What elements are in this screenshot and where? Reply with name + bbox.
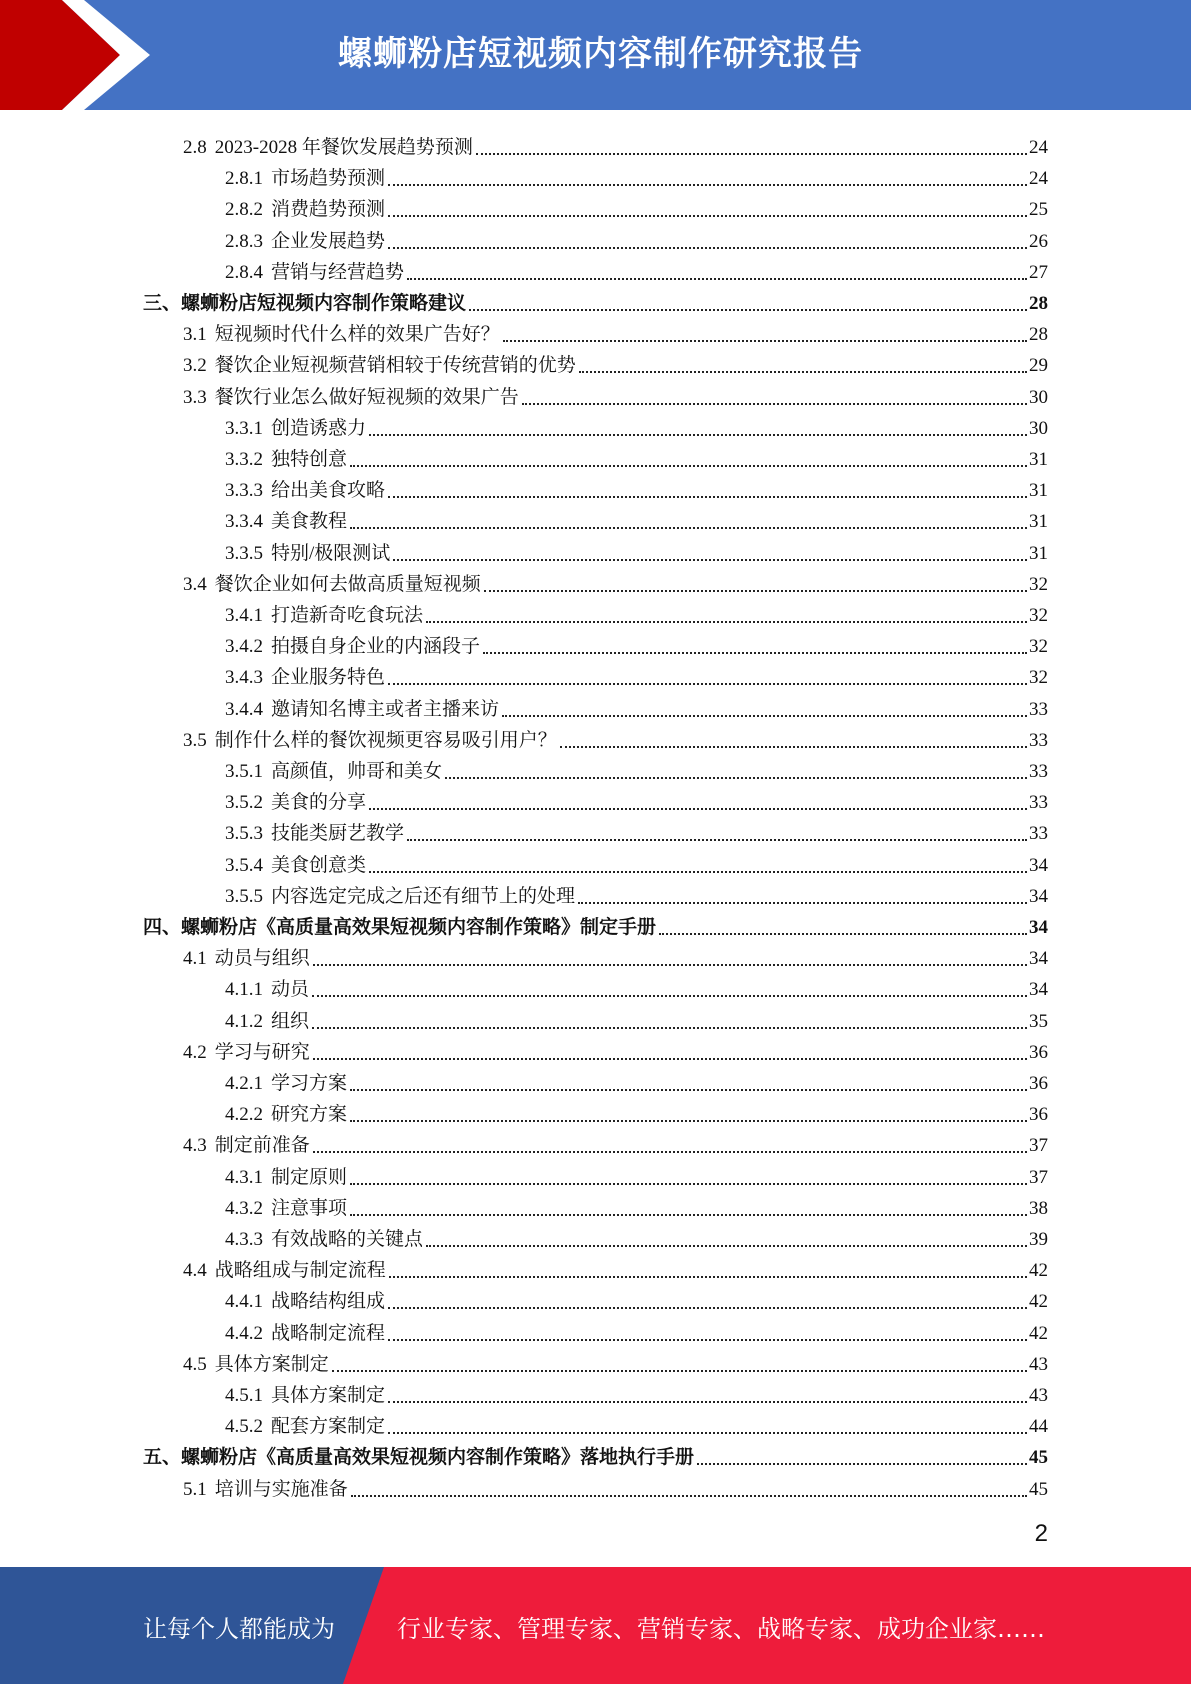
toc-entry[interactable] [225,471,1048,502]
toc-dot-leader [350,465,1027,467]
toc-entry-label [225,667,385,689]
toc-entry-title: 2023-2028 年餐饮发展趋势预测 [214,137,473,158]
toc-entry[interactable] [225,1158,1048,1189]
page-number: 2 [1034,1520,1048,1547]
toc-entry-title: 打造新奇吃食玩法 [271,605,424,626]
toc-entry-label [225,543,390,565]
toc-dot-leader [350,1183,1027,1185]
toc-entry-label [225,449,347,471]
toc-entry-page: 30 [1029,417,1048,439]
toc-entry-number: 3.1 [183,324,207,346]
toc-entry-label [183,137,473,159]
toc-entry-page: 33 [1029,729,1048,751]
toc-entry-page: 28 [1029,324,1048,346]
toc-entry-label [225,1167,347,1189]
toc-entry[interactable] [183,378,1048,409]
toc-entry-page: 32 [1029,605,1048,626]
toc-entry-title: 美食的分享 [271,792,367,814]
toc-dot-leader [578,902,1027,904]
toc-entry-number: 4.2.2 [225,1104,263,1126]
toc-dot-leader [388,215,1027,217]
toc-entry-title: 特别/极限测试 [271,542,391,564]
toc-entry-page: 24 [1029,137,1048,158]
toc-entry-page: 33 [1029,761,1048,782]
toc-entry-number: 3.4.4 [225,698,263,720]
toc-dot-leader [426,621,1027,623]
toc-entry-title: 创造诱惑力 [271,417,367,439]
toc-entry-title: 战略结构组成 [271,1291,386,1313]
toc-entry-number: 2.8.3 [225,230,263,252]
toc-entry[interactable] [225,190,1048,221]
toc-entry-number: 3.3.3 [225,480,263,502]
toc-entry-title: 有效战略的关键点 [271,1229,424,1250]
toc-dot-leader [313,1151,1027,1153]
toc-entry-title: 配套方案制定 [271,1416,386,1438]
toc-entry-number: 3.2 [183,355,207,377]
toc-entry[interactable] [225,814,1048,845]
toc-entry-title: 战略组成与制定流程 [214,1260,386,1282]
toc-entry[interactable] [225,658,1048,689]
toc-entry-title: 具体方案制定 [271,1385,386,1406]
toc-entry-number: 2.8.4 [225,261,263,283]
toc-entry-label [183,1354,329,1376]
toc-entry-number: 4.2 [183,1041,207,1063]
toc-entry[interactable] [225,502,1048,533]
toc-dot-leader [388,496,1027,498]
toc-chapter-entry[interactable] [143,1438,1048,1469]
toc-entry-number: 3.3.1 [225,417,263,439]
toc-chapter-entry[interactable] [143,284,1048,315]
toc-entry[interactable] [183,1126,1048,1157]
toc-dot-leader [388,247,1027,249]
toc-entry-number: 3.4 [183,573,207,595]
toc-entry-label [183,948,310,970]
toc-entry-page: 34 [1029,854,1048,876]
toc-entry-page: 43 [1029,1385,1048,1406]
toc-entry-label [225,511,347,533]
toc-dot-leader [659,933,1027,935]
toc-entry-label [143,293,466,315]
toc-entry[interactable] [183,1470,1048,1501]
toc-entry-title: 注意事项 [271,1197,348,1219]
toc-dot-leader [407,839,1027,841]
toc-entry-label [225,1323,385,1345]
toc-entry[interactable] [225,1095,1048,1126]
toc-entry-page: 42 [1029,1260,1048,1282]
toc-chapter-entry[interactable] [143,908,1048,939]
toc-entry-page: 33 [1029,792,1048,814]
toc-entry-title: 邀请知名博主或者主播来访 [271,698,500,720]
toc-entry-page: 37 [1029,1166,1048,1188]
toc-entry-label [225,855,366,877]
toc-entry-page: 42 [1029,1322,1048,1344]
toc-entry-title: 短视频时代什么样的效果广告好？ [214,324,500,346]
toc-entry-page: 28 [1029,293,1048,314]
toc-entry-label [225,262,404,284]
page-header [0,0,1191,110]
toc-entry[interactable] [225,1064,1048,1095]
toc-entry[interactable] [225,534,1048,565]
toc-entry-number: 四、 [143,917,182,938]
toc-dot-leader [483,652,1027,654]
toc-dot-leader [389,1276,1027,1278]
toc-dot-leader [312,1027,1027,1029]
toc-entry-label [225,1229,423,1251]
toc-dot-leader [697,1463,1027,1465]
toc-entry[interactable] [225,1376,1048,1407]
toc-entry-label [183,1042,310,1064]
toc-dot-leader [476,153,1027,155]
toc-entry-number: 4.4.1 [225,1291,263,1313]
toc-entry-label [225,1385,385,1407]
toc-entry-number: 4.4 [183,1260,207,1282]
toc-entry-number: 3.5.4 [225,854,263,876]
toc-entry-number: 3.3.2 [225,449,263,470]
toc-entry[interactable] [225,159,1048,190]
toc-entry-label [225,1416,385,1438]
toc-entry-page: 34 [1029,917,1048,938]
toc-entry-label [225,979,309,1001]
toc-entry[interactable] [225,1002,1048,1033]
toc-entry-number: 2.8.1 [225,168,263,190]
toc-entry-number: 4.5.2 [225,1416,263,1438]
toc-entry-page: 35 [1029,1010,1048,1032]
toc-entry[interactable] [225,1314,1048,1345]
toc-entry-number: 4.1.2 [225,1010,263,1032]
toc-entry-page: 45 [1029,1478,1048,1500]
toc-entry-number: 3.4.3 [225,667,263,689]
toc-entry-title: 螺蛳粉店短视频内容制作策略建议 [181,293,467,314]
toc-entry-number: 4.3.1 [225,1166,263,1188]
toc-entry-label [225,418,366,440]
toc-dot-leader [579,371,1027,373]
toc-entry-label [183,1479,348,1501]
toc-entry-page: 34 [1029,979,1048,1001]
toc-entry-page: 29 [1029,355,1048,377]
toc-entry-title: 企业发展趋势 [271,230,386,252]
toc-dot-leader [388,1339,1027,1341]
toc-entry-number: 3.3.5 [225,542,263,564]
toc-entry-number: 3.5.1 [225,761,263,782]
toc-dot-leader [312,995,1027,997]
toc-entry-title: 餐饮企业短视频营销相较于传统营销的优势 [214,355,576,377]
toc-dot-leader [393,559,1027,561]
toc-entry-title: 制定前准备 [214,1135,310,1157]
toc-entry[interactable] [183,346,1048,377]
toc-entry-label [225,1073,347,1095]
toc-entry-label [143,917,656,939]
toc-entry-title: 给出美食攻略 [271,480,386,502]
toc-entry-page: 33 [1029,698,1048,720]
toc-entry-number: 3.4.1 [225,605,263,626]
toc-entry[interactable] [225,627,1048,658]
toc-entry-page: 24 [1029,168,1048,190]
toc-entry-title: 动员 [271,979,310,1001]
toc-dot-leader [522,403,1027,405]
toc-entry[interactable] [183,1251,1048,1282]
toc-entry-page: 27 [1029,261,1048,283]
toc-entry-title: 学习方案 [271,1073,348,1094]
toc-entry[interactable] [225,690,1048,721]
toc-entry-title: 营销与经营趋势 [271,261,405,283]
toc-dot-leader [369,434,1027,436]
toc-entry-page: 42 [1029,1291,1048,1313]
footer-slogan-right: 行业专家、管理专家、营销专家、战略专家、成功企业家…… [397,1615,1045,1643]
toc-entry-page: 43 [1029,1353,1048,1375]
toc-entry-title: 美食教程 [271,511,348,533]
toc-dot-leader [313,1058,1027,1060]
toc-dot-leader [350,1214,1027,1216]
toc-entry[interactable] [183,565,1048,596]
toc-entry-label [225,1291,385,1313]
toc-entry[interactable] [225,596,1048,627]
toc-entry-number: 3.5.2 [225,792,263,814]
toc-dot-leader [388,1432,1027,1434]
toc-entry-label [225,699,499,721]
toc-entry[interactable] [225,1282,1048,1313]
toc-entry-title: 学习与研究 [214,1041,310,1063]
toc-entry-label [143,1447,694,1469]
toc-entry[interactable] [225,1220,1048,1251]
toc-entry-number: 3.3.4 [225,511,263,533]
toc-entry-page: 44 [1029,1416,1048,1438]
footer-slogan-left: 让每个人都能成为 [143,1615,335,1643]
toc-entry-number: 4.1.1 [225,979,263,1001]
toc-entry-label [225,823,404,845]
toc-entry-number: 2.8 [183,137,207,158]
toc-entry-number: 4.2.1 [225,1073,263,1094]
toc-entry-number: 3.5.5 [225,885,263,907]
toc-entry[interactable] [225,253,1048,284]
toc-entry-label [225,605,423,627]
toc-entry-label [183,355,576,377]
toc-entry-number: 三、 [143,293,182,314]
toc-dot-leader [484,590,1027,592]
toc-dot-leader [369,808,1027,810]
toc-entry-title: 企业服务特色 [271,667,386,689]
toc-entry-label [225,231,385,253]
toc-entry-number: 4.3 [183,1135,207,1157]
toc-entry-title: 拍摄自身企业的内涵段子 [271,636,481,658]
toc-entry-page: 45 [1029,1447,1048,1469]
toc-entry-title: 研究方案 [271,1104,348,1126]
toc-entry-label [225,761,442,783]
toc-entry[interactable] [225,222,1048,253]
toc-entry-title: 独特创意 [271,449,348,470]
toc-entry-number: 5.1 [183,1478,207,1500]
toc-entry-number: 4.3.3 [225,1229,263,1250]
toc-entry-title: 技能类厨艺教学 [271,823,405,845]
toc-dot-leader [502,715,1027,717]
toc-dot-leader [369,871,1027,873]
toc-entry[interactable] [183,939,1048,970]
toc-entry[interactable] [225,409,1048,440]
toc-entry-number: 4.5.1 [225,1385,263,1406]
toc-dot-leader [351,1495,1027,1497]
toc-entry-number: 4.4.2 [225,1322,263,1344]
toc-entry-title: 餐饮企业如何去做高质量短视频 [214,573,481,595]
toc-entry-page: 25 [1029,199,1048,221]
toc-entry[interactable] [225,846,1048,877]
toc-entry-label [183,1260,386,1282]
toc-entry-label [225,886,575,908]
toc-entry-page: 36 [1029,1073,1048,1094]
toc-entry-label [225,1198,347,1220]
toc-entry-label [225,480,385,502]
toc-entry-label [225,1011,309,1033]
toc-entry-title: 高颜值，帅哥和美女 [271,761,443,782]
toc-entry-label [225,199,385,221]
toc-entry-title: 制定原则 [271,1166,348,1188]
toc-entry[interactable] [225,783,1048,814]
toc-entry[interactable] [183,315,1048,346]
toc-entry-label [183,1135,310,1157]
toc-entry-page: 32 [1029,573,1048,595]
toc-entry-label [225,636,480,658]
toc-dot-leader [332,1370,1027,1372]
toc-entry-title: 内容选定完成之后还有细节上的处理 [271,885,576,907]
toc-entry[interactable] [225,877,1048,908]
toc-entry[interactable] [183,128,1048,159]
toc-entry-page: 26 [1029,230,1048,252]
toc-entry-page: 34 [1029,885,1048,907]
toc-entry-page: 30 [1029,386,1048,408]
toc-entry[interactable] [225,1407,1048,1438]
toc-entry-title: 螺蛳粉店《高质量高效果短视频内容制作策略》落地执行手册 [181,1447,695,1469]
toc-entry-page: 32 [1029,667,1048,689]
toc-entry-page: 31 [1029,480,1048,502]
toc-dot-leader [445,777,1027,779]
toc-entry-page: 34 [1029,948,1048,970]
toc-entry[interactable] [225,440,1048,471]
toc-entry-number: 3.3 [183,386,207,408]
toc-dot-leader [503,340,1027,342]
page-footer [0,1567,1191,1684]
toc-entry-page: 31 [1029,449,1048,470]
toc-dot-leader [388,1307,1027,1309]
toc-entry-label [225,792,366,814]
toc-dot-leader [313,964,1027,966]
toc-entry-number: 4.5 [183,1353,207,1375]
toc-entry-page: 38 [1029,1197,1048,1219]
toc-dot-leader [388,1401,1027,1403]
toc-entry-number: 3.4.2 [225,636,263,658]
toc-entry-page: 36 [1029,1104,1048,1126]
toc-entry-title: 战略制定流程 [271,1322,386,1344]
toc-entry-number: 4.1 [183,948,207,970]
toc-dot-leader [388,683,1027,685]
toc-entry[interactable] [225,970,1048,1001]
toc-entry-title: 餐饮行业怎么做好短视频的效果广告 [214,386,519,408]
toc-entry-page: 31 [1029,511,1048,533]
toc-entry[interactable] [225,1189,1048,1220]
toc-dot-leader [350,527,1027,529]
toc-entry[interactable] [183,1033,1048,1064]
toc-dot-leader [407,278,1027,280]
toc-entry-title: 组织 [271,1010,310,1032]
toc-dot-leader [350,1089,1027,1091]
toc-entry-page: 36 [1029,1041,1048,1063]
toc-entry-title: 动员与组织 [214,948,310,970]
toc-entry-page: 31 [1029,542,1048,564]
toc-entry-page: 37 [1029,1135,1048,1157]
toc-dot-leader [350,1120,1027,1122]
toc-entry-number: 4.3.2 [225,1197,263,1219]
toc-entry[interactable] [183,1345,1048,1376]
toc-entry-label [183,730,557,752]
toc-dot-leader [560,746,1027,748]
toc-entry-title: 市场趋势预测 [271,168,386,190]
toc-entry-label [183,324,500,346]
toc-entry-title: 美食创意类 [271,854,367,876]
toc-entry-number: 3.5.3 [225,823,263,845]
toc-dot-leader [388,184,1027,186]
toc-entry-page: 33 [1029,823,1048,845]
report-title: 螺蛳粉店短视频内容制作研究报告 [338,34,863,74]
toc-entry-number: 五、 [143,1447,182,1469]
toc-entry-title: 螺蛳粉店《高质量高效果短视频内容制作策略》制定手册 [181,917,657,938]
toc-entry-label [183,387,519,409]
toc-dot-leader [426,1245,1027,1247]
toc-entry-label [225,1104,347,1126]
toc-entry[interactable] [183,721,1048,752]
toc-entry-title: 消费趋势预测 [271,199,386,221]
toc-entry-page: 39 [1029,1229,1048,1250]
toc-entry-label [183,574,481,596]
toc-entry-title: 制作什么样的餐饮视频更容易吸引用户？ [214,729,557,751]
toc-entry-number: 2.8.2 [225,199,263,221]
toc-entry[interactable] [225,752,1048,783]
toc-entry-label [225,168,385,190]
toc-entry-title: 具体方案制定 [214,1353,329,1375]
toc-entry-title: 培训与实施准备 [214,1478,348,1500]
toc-dot-leader [469,309,1027,311]
toc-entry-number: 3.5 [183,729,207,751]
toc-entry-page: 32 [1029,636,1048,658]
